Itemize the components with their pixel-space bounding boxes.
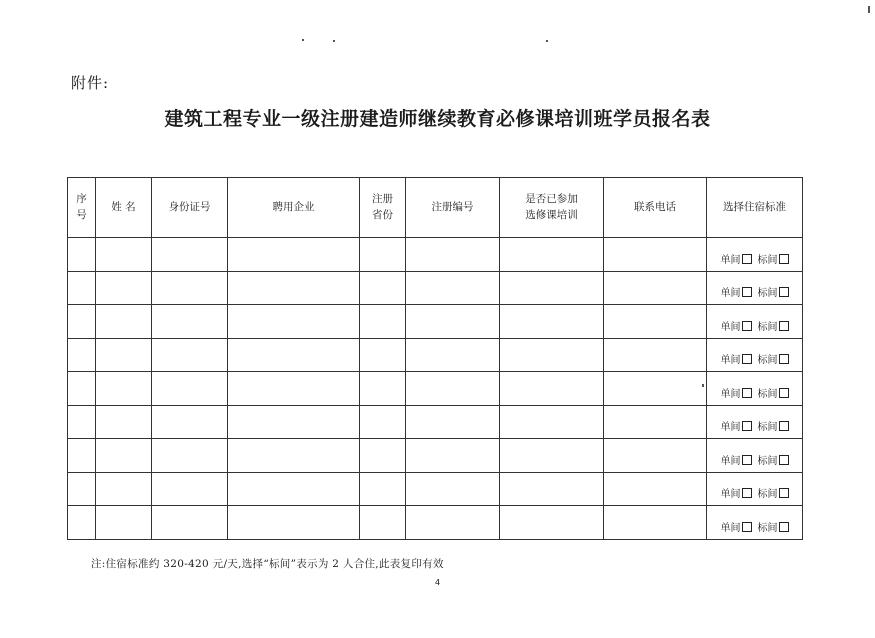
header-attended-line2: 选修课培训 xyxy=(525,208,578,221)
cell-seq[interactable] xyxy=(68,472,96,506)
standard-room-checkbox[interactable] xyxy=(779,354,789,364)
cell-attended[interactable] xyxy=(500,238,604,272)
standard-room-label: 标间 xyxy=(757,489,778,501)
cell-seq[interactable] xyxy=(68,506,96,540)
cell-accommodation xyxy=(707,405,803,439)
single-room-label: 单间 xyxy=(720,321,741,333)
cell-name[interactable] xyxy=(96,405,152,439)
header-accommodation: 选择住宿标准 xyxy=(707,178,803,238)
cell-reg-number[interactable] xyxy=(406,506,500,540)
single-room-label: 单间 xyxy=(720,355,741,367)
cell-id-number[interactable] xyxy=(152,372,228,406)
single-room-checkbox[interactable] xyxy=(742,455,752,465)
standard-room-label: 标间 xyxy=(757,254,778,266)
cell-id-number[interactable] xyxy=(152,305,228,339)
cell-name[interactable] xyxy=(96,372,152,406)
cell-accommodation xyxy=(707,506,803,540)
cell-reg-number[interactable] xyxy=(406,439,500,473)
single-room-checkbox[interactable] xyxy=(742,287,752,297)
table-row xyxy=(68,372,803,406)
single-room-checkbox[interactable] xyxy=(742,388,752,398)
cell-accommodation xyxy=(707,238,803,272)
cell-reg-number[interactable] xyxy=(406,238,500,272)
cell-id-number[interactable] xyxy=(152,271,228,305)
table-header-row xyxy=(68,178,803,238)
standard-room-label: 标间 xyxy=(757,455,778,467)
cell-phone[interactable] xyxy=(604,271,707,305)
cell-employer[interactable] xyxy=(228,338,360,372)
cell-name[interactable] xyxy=(96,305,152,339)
cell-seq[interactable] xyxy=(68,372,96,406)
cell-attended[interactable] xyxy=(500,506,604,540)
single-room-label: 单间 xyxy=(720,254,741,266)
cell-reg-number[interactable] xyxy=(406,405,500,439)
header-seq xyxy=(68,178,96,238)
cell-reg-number[interactable] xyxy=(406,472,500,506)
cell-seq[interactable] xyxy=(68,338,96,372)
cell-name[interactable] xyxy=(96,238,152,272)
cell-accommodation xyxy=(707,372,803,406)
cell-employer[interactable] xyxy=(228,238,360,272)
cell-phone[interactable] xyxy=(604,439,707,473)
cell-attended[interactable] xyxy=(500,439,604,473)
cell-name[interactable] xyxy=(96,506,152,540)
cell-employer[interactable] xyxy=(228,472,360,506)
cell-reg-number[interactable] xyxy=(406,338,500,372)
header-attended-line1: 是否已参加 xyxy=(525,192,578,205)
cell-accommodation xyxy=(707,271,803,305)
single-room-checkbox[interactable] xyxy=(742,488,752,498)
cell-phone[interactable] xyxy=(604,472,707,506)
standard-room-checkbox[interactable] xyxy=(779,488,789,498)
cell-province[interactable] xyxy=(360,338,406,372)
page-number: 4 xyxy=(434,578,441,587)
cell-accommodation xyxy=(707,472,803,506)
standard-room-checkbox[interactable] xyxy=(779,522,789,532)
standard-room-checkbox[interactable] xyxy=(779,388,789,398)
cell-employer[interactable] xyxy=(228,506,360,540)
standard-room-label: 标间 xyxy=(757,523,778,534)
standard-room-label: 标间 xyxy=(757,321,778,333)
cell-accommodation xyxy=(707,439,803,473)
single-room-label: 单间 xyxy=(720,489,741,501)
scan-speck xyxy=(546,40,548,42)
single-room-label: 单间 xyxy=(720,455,741,467)
cell-phone[interactable] xyxy=(604,338,707,372)
standard-room-checkbox[interactable] xyxy=(779,321,789,331)
standard-room-label: 标间 xyxy=(757,388,778,400)
cell-seq[interactable] xyxy=(68,271,96,305)
header-phone: 联系电话 xyxy=(604,178,707,238)
table-row xyxy=(68,305,803,339)
cell-phone[interactable] xyxy=(604,372,707,406)
cell-employer[interactable] xyxy=(228,405,360,439)
standard-room-checkbox[interactable] xyxy=(779,254,789,264)
cell-name[interactable] xyxy=(96,472,152,506)
header-province-line1: 注册 xyxy=(372,192,393,205)
single-room-label: 单间 xyxy=(720,422,741,434)
cell-id-number[interactable] xyxy=(152,405,228,439)
cell-attended[interactable] xyxy=(500,372,604,406)
header-name: 姓 名 xyxy=(96,178,152,238)
table-row xyxy=(68,405,803,439)
footnote: 注:住宿标准约 320-420 元/天,选择“标间”表示为 2 人合住,此表复印有效 xyxy=(91,558,444,570)
cell-id-number[interactable] xyxy=(152,472,228,506)
cell-phone[interactable] xyxy=(604,238,707,272)
page-title: 建筑工程专业一级注册建造师继续教育必修课培训班学员报名表 xyxy=(164,108,711,130)
header-reg-number: 注册编号 xyxy=(406,178,500,238)
cell-phone[interactable] xyxy=(604,506,707,540)
table-row xyxy=(68,439,803,473)
cell-province[interactable] xyxy=(360,439,406,473)
cell-reg-number[interactable] xyxy=(406,372,500,406)
single-room-checkbox[interactable] xyxy=(742,522,752,532)
cell-phone[interactable] xyxy=(604,305,707,339)
standard-room-label: 标间 xyxy=(757,288,778,300)
cell-attended[interactable] xyxy=(500,472,604,506)
single-room-checkbox[interactable] xyxy=(742,421,752,431)
single-room-checkbox[interactable] xyxy=(742,321,752,331)
header-attended xyxy=(500,178,604,238)
header-seq-line2: 号 xyxy=(76,208,87,221)
cell-id-number[interactable] xyxy=(152,506,228,540)
single-room-checkbox[interactable] xyxy=(742,254,752,264)
attachment-label: 附件: xyxy=(71,74,110,92)
header-seq-line1: 序 xyxy=(76,192,87,205)
cell-province[interactable] xyxy=(360,372,406,406)
standard-room-checkbox[interactable] xyxy=(779,455,789,465)
single-room-label: 单间 xyxy=(720,388,741,400)
cell-accommodation xyxy=(707,338,803,372)
cell-name[interactable] xyxy=(96,271,152,305)
cell-province[interactable] xyxy=(360,405,406,439)
cell-employer[interactable] xyxy=(228,439,360,473)
cell-name[interactable] xyxy=(96,338,152,372)
cell-attended[interactable] xyxy=(500,405,604,439)
cell-attended[interactable] xyxy=(500,271,604,305)
standard-room-label: 标间 xyxy=(757,355,778,367)
standard-room-label: 标间 xyxy=(757,422,778,434)
header-province xyxy=(360,178,406,238)
cell-province[interactable] xyxy=(360,305,406,339)
scan-speck xyxy=(333,40,335,42)
scan-speck xyxy=(302,39,304,41)
cell-seq[interactable] xyxy=(68,238,96,272)
table-row xyxy=(68,271,803,305)
cell-province[interactable] xyxy=(360,472,406,506)
cell-seq[interactable] xyxy=(68,305,96,339)
single-room-label: 单间 xyxy=(720,288,741,300)
header-employer: 聘用企业 xyxy=(228,178,360,238)
table-row xyxy=(68,238,803,272)
table-row xyxy=(68,338,803,372)
registration-table xyxy=(67,177,803,540)
cell-id-number[interactable] xyxy=(152,439,228,473)
table-row xyxy=(68,472,803,506)
cell-phone[interactable] xyxy=(604,405,707,439)
header-province-line2: 省份 xyxy=(372,208,393,221)
cell-id-number[interactable] xyxy=(152,238,228,272)
cell-reg-number[interactable] xyxy=(406,271,500,305)
cell-accommodation xyxy=(707,305,803,339)
standard-room-checkbox[interactable] xyxy=(779,287,789,297)
cell-attended[interactable] xyxy=(500,305,604,339)
cell-employer[interactable] xyxy=(228,372,360,406)
cell-attended[interactable] xyxy=(500,338,604,372)
cell-reg-number[interactable] xyxy=(406,305,500,339)
cell-employer[interactable] xyxy=(228,305,360,339)
cell-province[interactable] xyxy=(360,271,406,305)
cell-employer[interactable] xyxy=(228,271,360,305)
table-body xyxy=(68,238,803,540)
table-row xyxy=(68,506,803,540)
cell-seq[interactable] xyxy=(68,405,96,439)
cell-name[interactable] xyxy=(96,439,152,473)
cell-id-number[interactable] xyxy=(152,338,228,372)
standard-room-checkbox[interactable] xyxy=(779,421,789,431)
scan-speck xyxy=(702,384,704,387)
cell-seq[interactable] xyxy=(68,439,96,473)
single-room-checkbox[interactable] xyxy=(742,354,752,364)
header-id-number: 身份证号 xyxy=(152,178,228,238)
scan-speck xyxy=(868,6,870,13)
single-room-label: 单间 xyxy=(720,523,741,534)
cell-province[interactable] xyxy=(360,506,406,540)
cell-province[interactable] xyxy=(360,238,406,272)
